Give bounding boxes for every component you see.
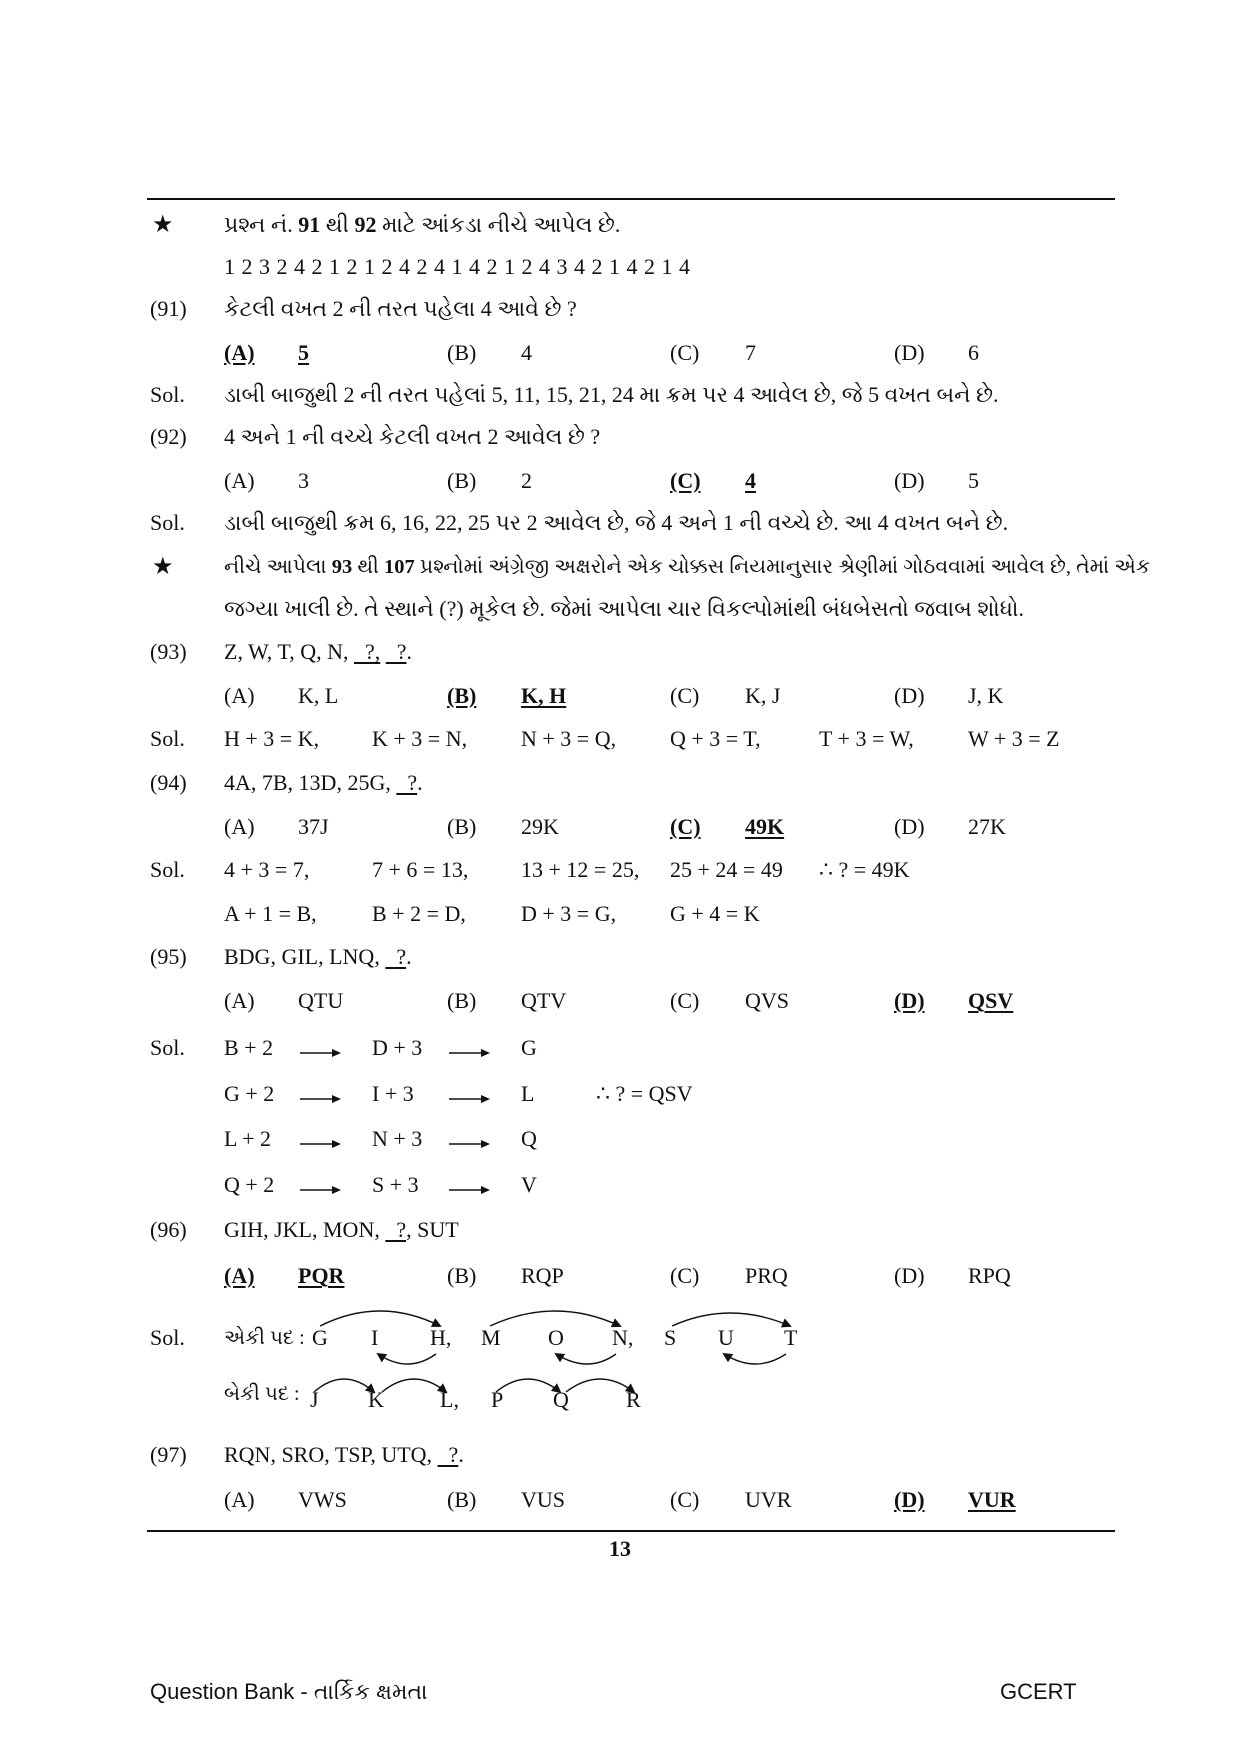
footer-left: Question Bank - તાર્કિક ક્ષમતા — [150, 1679, 428, 1704]
option-label: (A) — [224, 1263, 255, 1288]
arc-arrow-m-n — [490, 1311, 620, 1326]
letter: N, — [612, 1325, 634, 1350]
number-sequence: 1 2 3 2 4 2 1 2 1 2 4 2 4 1 4 2 1 2 4 3 4 2 1 4 2 1 4 — [224, 254, 691, 279]
arc-arrow-j-k — [314, 1379, 374, 1392]
letter: R — [626, 1387, 641, 1412]
arc-arrow-n-o — [556, 1354, 616, 1364]
arc-arrow-t-u — [724, 1354, 786, 1364]
option-value: QTU — [298, 988, 344, 1013]
option-label: (A) — [224, 468, 255, 493]
option-label: (D) — [894, 1263, 925, 1288]
arc-arrow-h-i — [378, 1354, 436, 1364]
option-label: (B) — [447, 814, 477, 839]
option-label: (A) — [224, 988, 255, 1013]
letter: G — [312, 1325, 328, 1350]
letter: I — [371, 1325, 379, 1350]
option-label: (D) — [894, 814, 925, 839]
option-value: K, J — [745, 683, 781, 708]
solution-91: Sol. ડાબી બાજુથી 2 ની તરત પહેલાં 5, 11, 15, 21, 24 મા ક્રમ પર 4 આવેલ છે, જે 5 વખત બને છે. — [150, 382, 999, 407]
letter: U — [718, 1325, 734, 1350]
option-label: (B) — [447, 468, 477, 493]
option-label: (D) — [894, 340, 925, 365]
arc-arrow-p-q — [496, 1379, 560, 1392]
letter: T — [784, 1325, 798, 1350]
solution-94-line-2: A + 1 = B, B + 2 = D, D + 3 = G, G + 4 = K — [224, 901, 760, 926]
arc-arrow-q-r — [566, 1379, 634, 1392]
option-label: (B) — [447, 988, 477, 1013]
option-label: (C) — [670, 340, 700, 365]
option-value: K, H — [521, 683, 567, 708]
option-label: (D) — [894, 988, 925, 1013]
option-label: (D) — [894, 1487, 925, 1512]
letter: K — [368, 1387, 384, 1412]
star-icon: ★ — [152, 554, 174, 580]
intro-text: નીચે આપેલા 93 થી 107 પ્રશ્નોમાં અંગ્રેજી અક્ષરોને એક ચોક્કસ નિયમાનુસાર શ્રેણીમાં ગોઠવવામાં આવેલ છે, તેમાં એક — [224, 556, 1151, 578]
option-label: (D) — [894, 683, 925, 708]
question-91: (91) કેટલી વખત 2 ની તરત પહેલા 4 આવે છે ? — [150, 296, 577, 321]
question-94: (94) 4A, 7B, 13D, 25G, ?. — [150, 770, 423, 795]
arc-arrow-g-h — [320, 1311, 440, 1326]
option-label: (B) — [447, 1487, 477, 1512]
option-value: VUR — [968, 1487, 1016, 1512]
letter: S — [664, 1325, 677, 1350]
option-value: VUS — [521, 1487, 566, 1512]
option-label: (D) — [894, 468, 925, 493]
letter: L, — [440, 1387, 459, 1412]
letter: H, — [430, 1325, 452, 1350]
option-value: 4 — [521, 340, 532, 365]
option-value: 4 — [745, 468, 756, 493]
option-value: 6 — [968, 340, 979, 365]
option-label: (A) — [224, 1487, 255, 1512]
option-value: 2 — [521, 468, 532, 493]
option-value: 29K — [521, 814, 559, 839]
option-value: 7 — [745, 340, 756, 365]
option-label: (C) — [670, 1263, 700, 1288]
option-value: UVR — [745, 1487, 792, 1512]
question-92: (92) 4 અને 1 ની વચ્ચે કેટલી વખત 2 આવેલ છે ? — [150, 424, 601, 449]
solution-96-even: બેકી પદ : J K L, P Q R — [0, 1385, 1240, 1415]
option-label: (C) — [670, 1487, 700, 1512]
solution-93: Sol. H + 3 = K, K + 3 = N, N + 3 = Q, Q + 3 = T, T + 3 = W, W + 3 = Z — [150, 726, 1060, 751]
option-value: RPQ — [968, 1263, 1011, 1288]
solution-95-step-4: Q + 2 S + 3 V — [0, 1170, 1240, 1200]
option-value: 5 — [298, 340, 309, 365]
option-value: PRQ — [745, 1263, 788, 1288]
letter: Q — [553, 1387, 569, 1412]
intro-text: પ્રશ્ન નં. 91 થી 92 માટે આંકડા નીચે આપેલ છે. — [224, 212, 621, 237]
intro-line-2: જગ્યા ખાલી છે. તે સ્થાને (?) મૂકેલ છે. જેમાં આપેલા ચાર વિકલ્પોમાંથી બંધબેસતો જવાબ શોધો. — [224, 596, 1024, 621]
option-label: (B) — [447, 340, 477, 365]
solution-95-step-3: L + 2 N + 3 Q — [0, 1124, 1240, 1154]
solution-92: Sol. ડાબી બાજુથી ક્રમ 6, 16, 22, 25 પર 2 આવેલ છે, જે 4 અને 1 ની વચ્ચે છે. આ 4 વખત બને છે. — [150, 510, 1009, 535]
option-label: (C) — [670, 814, 701, 839]
solution-94-line-1: Sol. 4 + 3 = 7, 7 + 6 = 13, 13 + 12 = 25, 25 + 24 = 49 ∴ ? = 49K — [150, 857, 910, 882]
option-value: 37J — [298, 814, 329, 839]
arc-arrow-s-t — [672, 1313, 790, 1326]
option-label: (B) — [447, 683, 477, 708]
option-value: 3 — [298, 468, 309, 493]
question-93: (93) Z, W, T, Q, N, ?, ?. — [150, 639, 413, 664]
letter: O — [548, 1325, 564, 1350]
option-label: (A) — [224, 814, 255, 839]
letter: M — [481, 1325, 501, 1350]
option-label: (B) — [447, 1263, 477, 1288]
letter: J — [310, 1387, 319, 1412]
arc-arrow-k-l — [382, 1379, 446, 1392]
star-icon: ★ — [152, 212, 174, 238]
page-number-row — [0, 1534, 1240, 1564]
option-value: PQR — [298, 1263, 345, 1288]
question-95: (95) BDG, GIL, LNQ, ?. — [150, 944, 412, 969]
option-value: J, K — [968, 683, 1004, 708]
option-label: (A) — [224, 683, 255, 708]
question-97: (97) RQN, SRO, TSP, UTQ, ?. — [150, 1442, 464, 1467]
page-number: 13 — [609, 1536, 631, 1561]
option-label: (C) — [670, 468, 701, 493]
option-value: QSV — [968, 988, 1014, 1013]
option-value: 27K — [968, 814, 1006, 839]
option-value: 5 — [968, 468, 979, 493]
option-value: QTV — [521, 988, 567, 1013]
solution-95-step-1: Sol. B + 2 D + 3 G — [0, 1033, 1240, 1063]
option-value: VWS — [298, 1487, 347, 1512]
letter: P — [491, 1387, 504, 1412]
option-label: (C) — [670, 988, 700, 1013]
footer-right: GCERT — [1000, 1679, 1077, 1704]
question-96: (96) GIH, JKL, MON, ?, SUT — [150, 1217, 459, 1242]
solution-95-step-2: G + 2 I + 3 L ∴ ? = QSV — [0, 1079, 1240, 1109]
option-label: (A) — [224, 340, 255, 365]
solution-96-odd: Sol. એકી પદ : G I H, M O N, S U T — [0, 1323, 1240, 1353]
option-label: (C) — [670, 683, 700, 708]
options-97 — [0, 1485, 1240, 1515]
bottom-rule — [147, 1530, 1115, 1532]
option-value: QVS — [745, 988, 790, 1013]
option-value: K, L — [298, 683, 339, 708]
option-value: RQP — [521, 1263, 564, 1288]
option-value: 49K — [745, 814, 785, 839]
